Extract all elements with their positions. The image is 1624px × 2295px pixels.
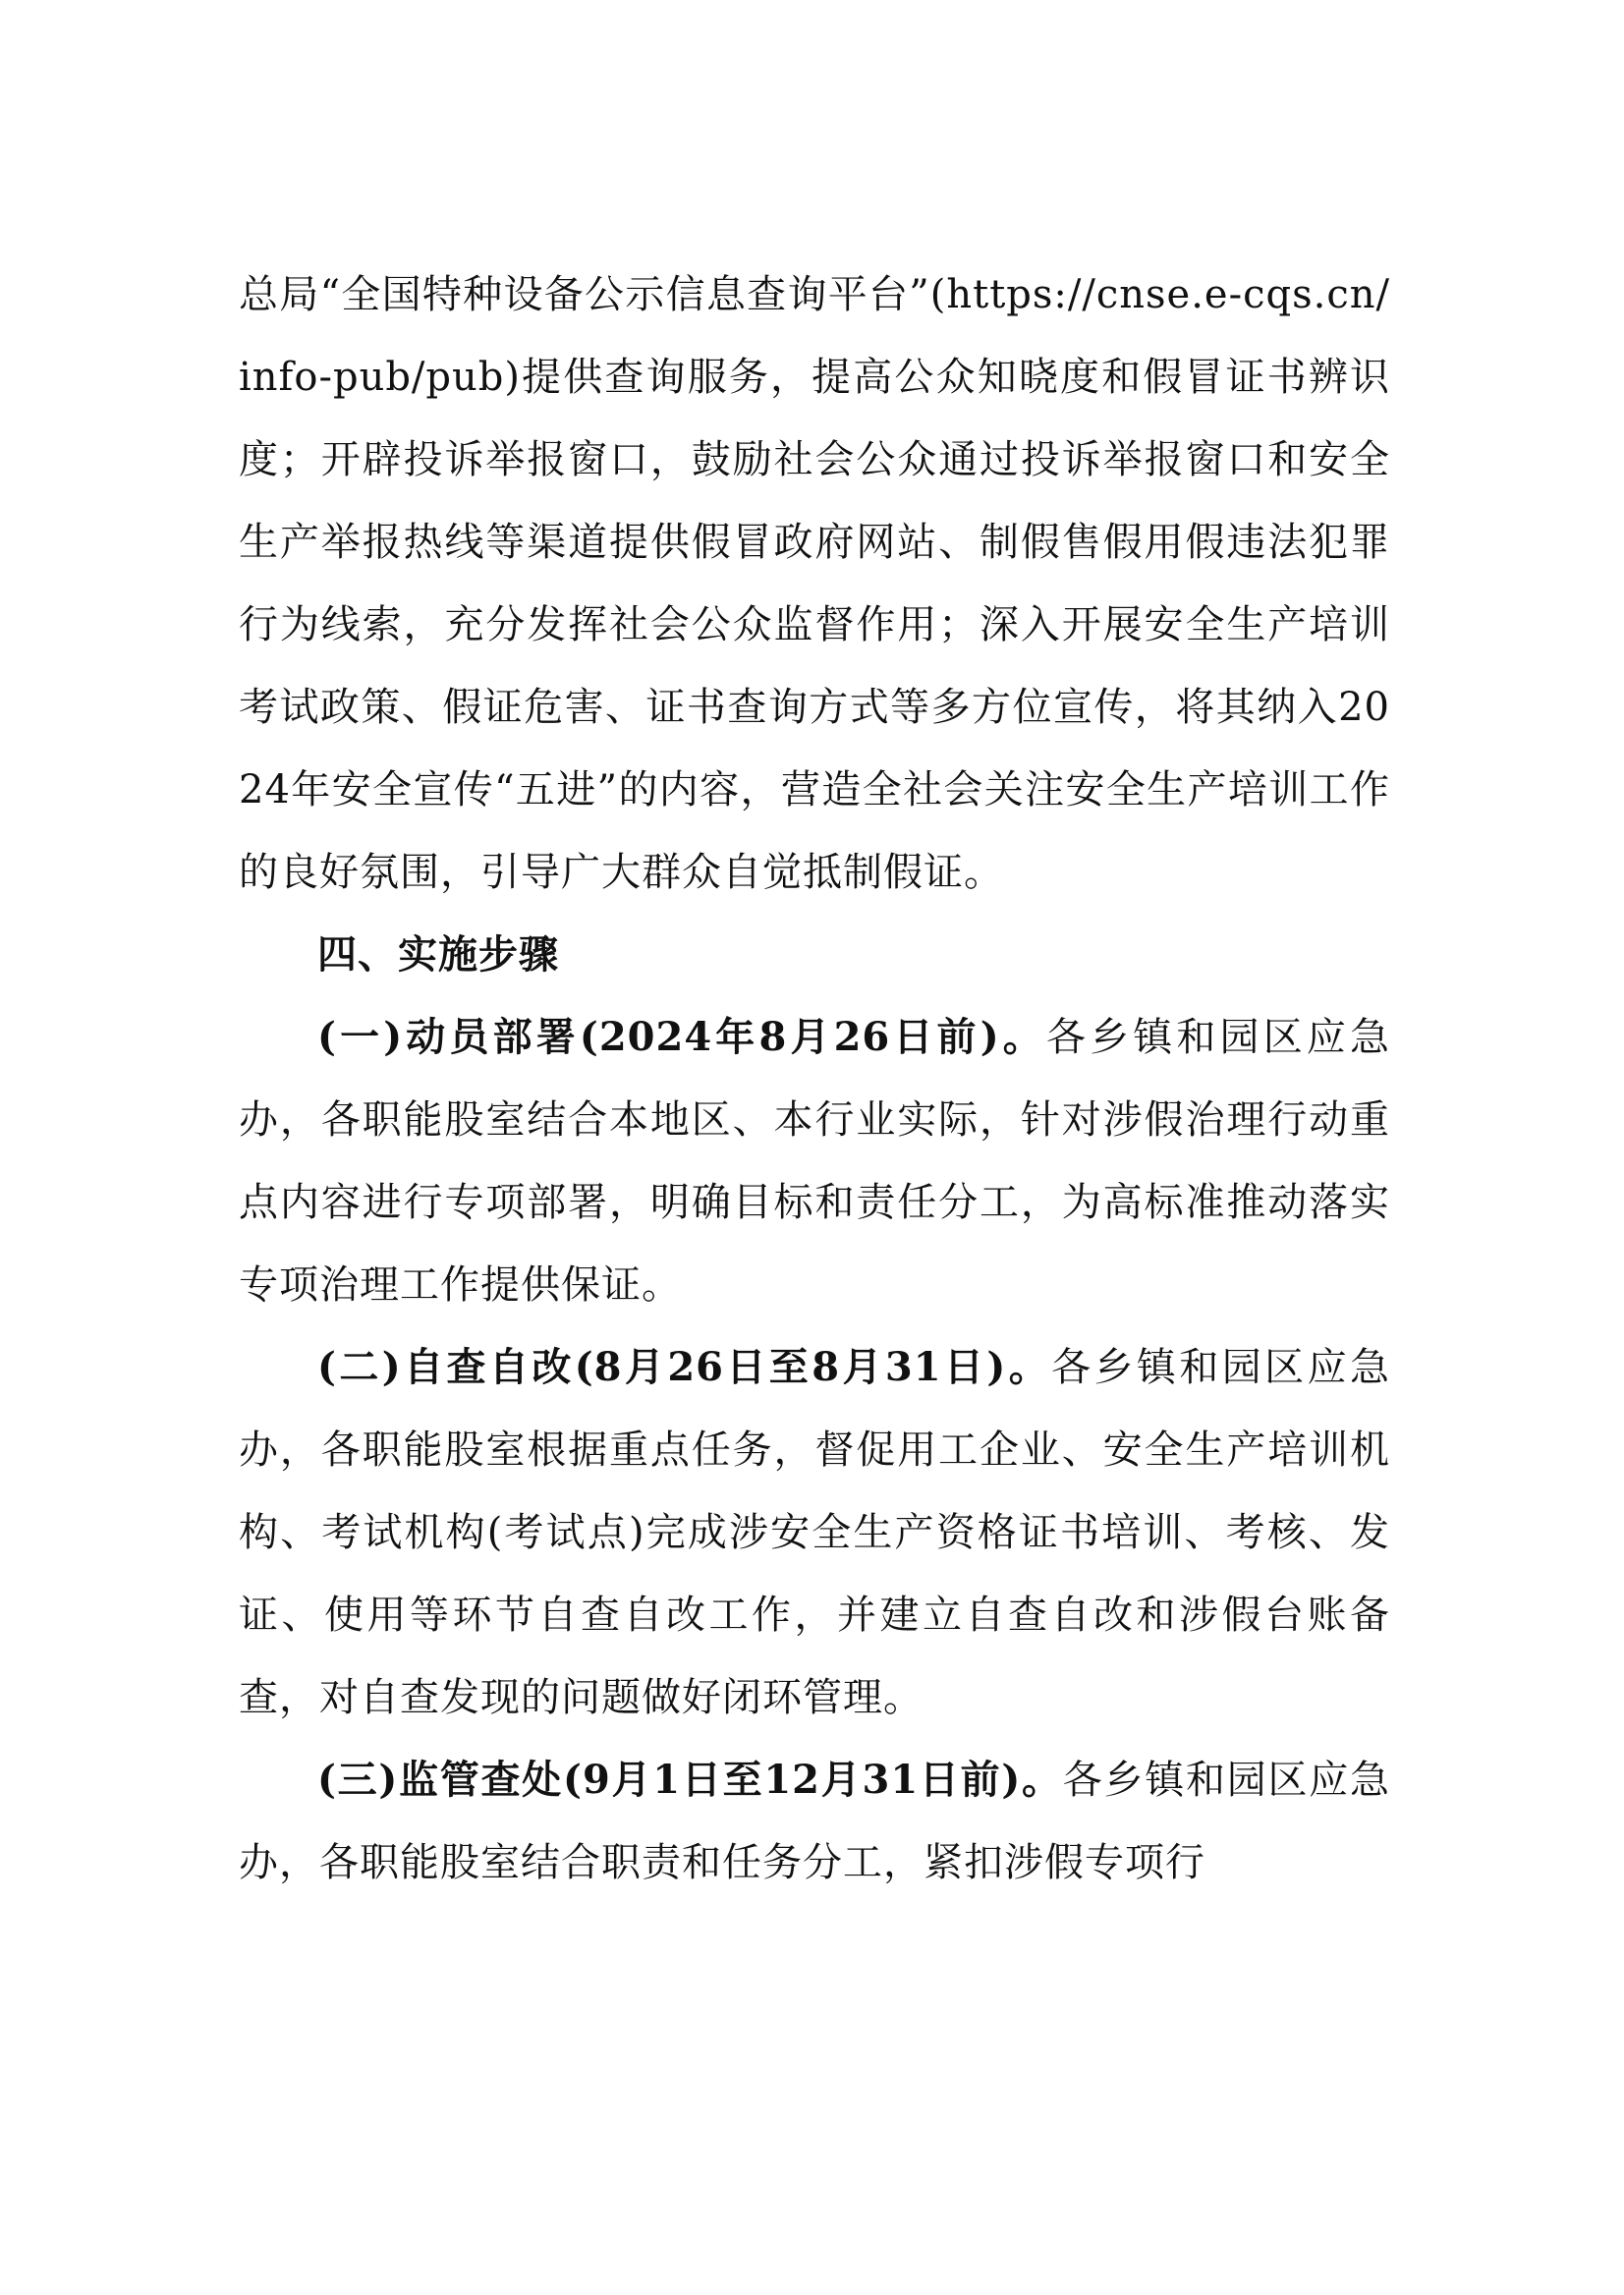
paragraph-step-1 [239,996,1390,1326]
step-3-body: 各乡镇和园区应急办，各职能股室结合职责和任务分工，紧扣涉假专项行 [239,1758,1390,1885]
paragraph-step-3 [239,1739,1390,1904]
step-2-body: 各乡镇和园区应急办，各职能股室根据重点任务，督促用工企业、安全生产培训机构、考试机构(考试点)完成涉安全生产资格证书培训、考核、发证、使用等环节自查自改工作，并建立自查自改和涉假台账备查，对自查发现的问题做好闭环管理。 [239,1345,1390,1720]
paragraph-step-2 [239,1326,1390,1739]
paragraph-publicity: 总局“全国特种设备公示信息查询平台”(https://cnse.e-cqs.cn/info-pub/pub)提供查询服务，提高公众知晓度和假冒证书辨识度；开辟投诉举报窗口，鼓励社会公众通过投诉举报窗口和安全生产举报热线等渠道提供假冒政府网站、制假售假用假违法犯罪行为线索，充分发挥社会公众监督作用；深入开展安全生产培训考试政策、假证危害、证书查询方式等多方位宣传，将其纳入2024年安全宣传“五进”的内容，营造全社会关注安全生产培训工作的良好氛围，引导广大群众自觉抵制假证。 [239,272,1390,895]
step-1-title: (一)动员部署(2024年8月26日前)。 [317,1014,1046,1060]
step-1-body: 各乡镇和园区应急办，各职能股室结合本地区、本行业实际，针对涉假治理行动重点内容进行专项部署，明确目标和责任分工，为高标准推动落实专项治理工作提供保证。 [239,1015,1391,1308]
step-3-title: (三)监管查处(9月1日至12月31日前)。 [317,1757,1063,1803]
step-2-title: (二)自查自改(8月26日至8月31日)。 [317,1344,1052,1390]
section-heading-implementation-steps: 四、实施步骤 [317,932,559,978]
document-body [239,253,1390,1904]
